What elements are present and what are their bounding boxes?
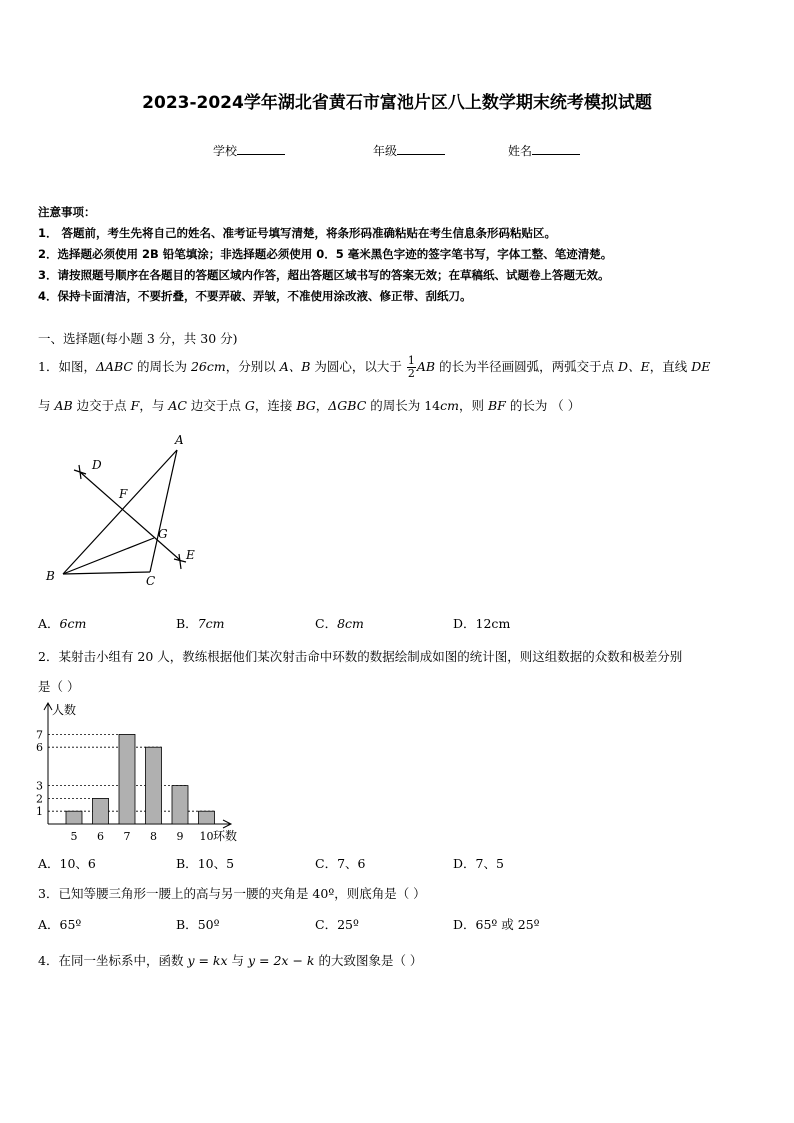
q3-option-d[interactable]: D．65º 或 25º — [453, 917, 540, 932]
question-3: 3．已知等腰三角形一腰上的高与另一腰的夹角是 40º，则底角是（ ） — [38, 886, 426, 901]
notice-item: 1． 答题前，考生先将自己的姓名、准考证号填写清楚，将条形码准确粘贴在考生信息条形码粘贴区。 — [38, 226, 556, 240]
q3-option-b[interactable]: B．50º — [176, 917, 220, 932]
page-title: 2023-2024学年湖北省黄石市富池片区八上数学期末统考模拟试题 — [142, 93, 652, 113]
bar-6 — [93, 798, 109, 824]
x-axis-label: 环数 — [213, 829, 238, 843]
y-tick-label: 7 — [36, 728, 43, 742]
q1-option-b[interactable]: B．7cm — [176, 616, 225, 631]
label-f: F — [119, 487, 128, 501]
label-e: E — [186, 548, 195, 562]
bar-7 — [119, 734, 135, 824]
q2-option-c[interactable]: C．7、6 — [315, 856, 366, 871]
arc-mark-d — [74, 465, 86, 479]
x-tick-label: 7 — [123, 830, 131, 843]
y-tick-label: 3 — [36, 779, 43, 793]
x-tick-label: 10 — [199, 830, 214, 843]
notice-item: 4．保持卡面清洁，不要折叠，不要弄破、弄皱，不准使用涂改液、修正带、刮纸刀。 — [38, 289, 472, 303]
q3-option-a[interactable]: A．65º — [38, 917, 82, 932]
grade-label: 年级 — [373, 144, 398, 158]
q2-option-a[interactable]: A．10、6 — [38, 856, 96, 871]
name-field[interactable] — [508, 142, 580, 159]
question-1-line1: 1．如图，ΔABC 的周长为 26cm，分别以 A、B 为圆心，以大于 $\frac{1}{2}$ AB 的长为半径画圆弧，两弧交于点 D、E，直线 DE — [38, 354, 711, 380]
label-b: B — [46, 569, 55, 583]
question-1-line2: 与 AB 边交于点 F，与 AC 边交于点 G，连接 BG，ΔGBC 的周长为 14cm，则 BF 的长为 （ ） — [38, 398, 581, 413]
label-a: A — [175, 433, 184, 447]
x-tick-label: 5 — [70, 830, 78, 843]
section-heading: 一、选择题(每小题 3 分，共 30 分) — [38, 331, 238, 346]
notice-item: 3．请按照题号顺序在各题目的答题区域内作答，超出答题区域书写的答案无效；在草稿纸、试题卷上答题无效。 — [38, 268, 610, 282]
q2-option-d[interactable]: D．7、5 — [453, 856, 504, 871]
line-de — [80, 472, 180, 560]
grade-blank[interactable] — [397, 142, 445, 155]
school-blank[interactable] — [237, 142, 285, 155]
x-tick-label: 6 — [97, 830, 104, 843]
bar-9 — [172, 786, 188, 824]
question-2-line2: 是（ ） — [38, 679, 80, 694]
notice-item: 2．选择题必须使用 2B 铅笔填涂；非选择题必须使用 0．5 毫米黑色字迹的签字笔书写，字体工整、笔迹清楚。 — [38, 247, 613, 261]
q3-option-c[interactable]: C．25º — [315, 917, 359, 932]
label-c: C — [146, 574, 156, 588]
bar-5 — [66, 811, 82, 824]
y-tick-label: 2 — [36, 792, 43, 806]
y-tick-label: 6 — [36, 741, 43, 755]
name-blank[interactable] — [532, 142, 580, 155]
bar-8 — [146, 747, 162, 824]
q2-option-b[interactable]: B．10、5 — [176, 856, 235, 871]
bar-chart — [30, 700, 250, 846]
x-tick-label: 8 — [150, 830, 157, 843]
segment-bg — [63, 538, 154, 574]
school-label: 学校 — [213, 144, 238, 158]
y-tick-label: 1 — [36, 805, 43, 819]
grade-field[interactable] — [373, 142, 445, 159]
y-axis-label: 人数 — [52, 703, 77, 717]
name-label: 姓名 — [508, 144, 533, 158]
question-4: 4．在同一坐标系中，函数 y = kx 与 y = 2x − k 的大致图象是（ ） — [38, 953, 423, 968]
label-g: G — [158, 527, 168, 541]
q1-option-d[interactable]: D．12cm — [453, 616, 511, 631]
triangle-figure — [40, 428, 210, 593]
fraction-one-half: $\frac{1}{2}$ — [407, 354, 415, 380]
label-d: D — [92, 458, 102, 472]
x-tick-label: 9 — [176, 830, 184, 843]
q1-option-a[interactable]: A．6cm — [38, 616, 87, 631]
q1-option-c[interactable]: C．8cm — [315, 616, 364, 631]
bar-10 — [199, 811, 215, 824]
school-field[interactable] — [213, 142, 285, 159]
question-2-line1: 2．某射击小组有 20 人，教练根据他们某次射击命中环数的数据绘制成如图的统计图，则这组数据的众数和极差分别 — [38, 649, 683, 664]
segment-bc — [63, 572, 150, 574]
notice-heading: 注意事项： — [38, 205, 96, 219]
